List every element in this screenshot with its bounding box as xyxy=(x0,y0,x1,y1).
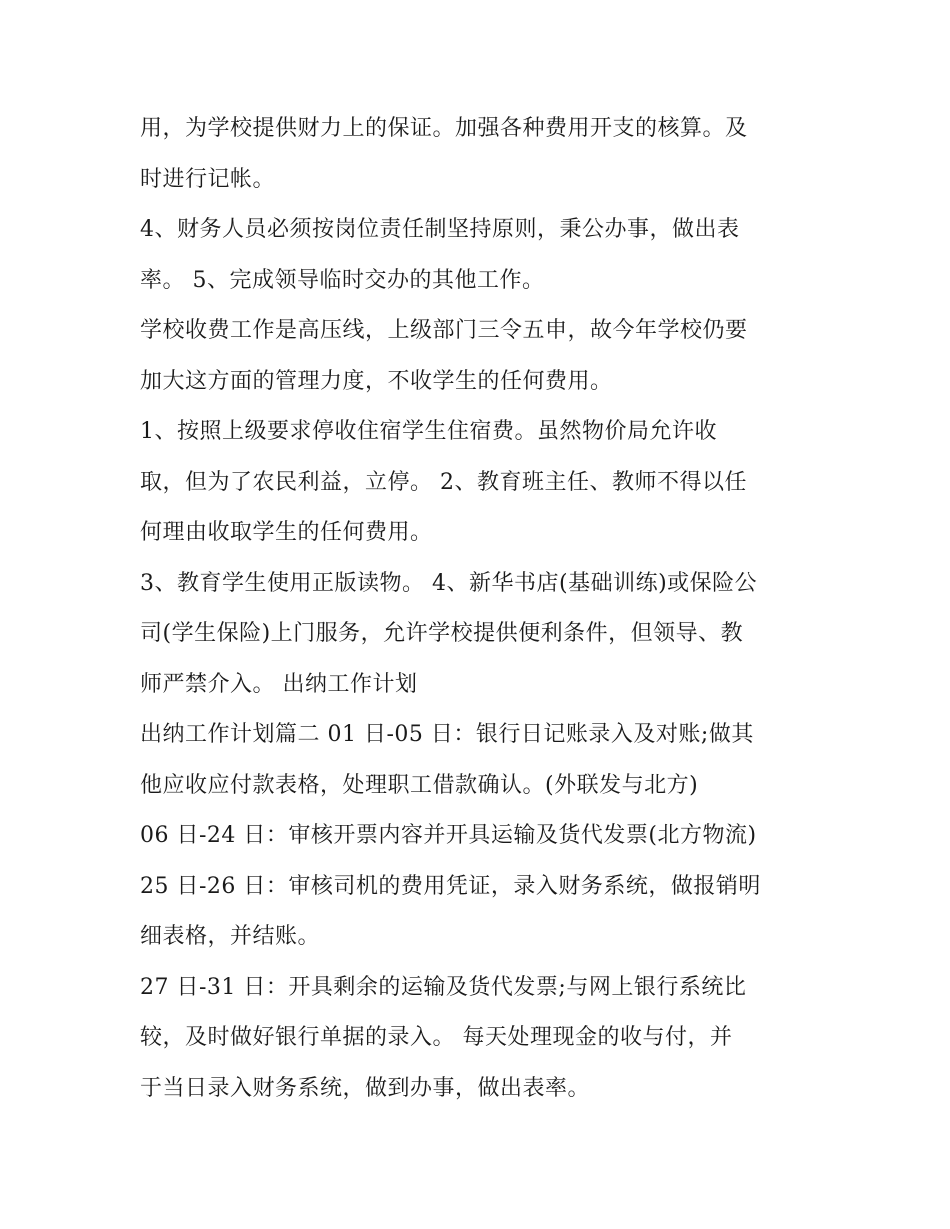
text-line: 加大这方面的管理力度，不收学生的任何费用。 xyxy=(140,368,613,394)
text-line: 于当日录入财务系统，做到办事，做出表率。 xyxy=(140,1075,591,1101)
text-line: 27 日-31 日：开具剩余的运输及货代发票;与网上银行系统比 xyxy=(140,974,747,1000)
text-line: 25 日-26 日：审核司机的费用凭证，录入财务系统，做报销明 xyxy=(140,873,761,899)
text-line: 1、按照上级要求停收住宿学生住宿费。虽然物价局允许收 xyxy=(140,419,717,444)
text-line: 06 日-24 日：审核开票内容并开具运输及货代发票(北方物流) xyxy=(140,823,757,848)
text-line: 3、教育学生使用正版读物。 4、新华书店(基础训练)或保险公 xyxy=(140,570,758,596)
text-line: 率。 5、完成领导临时交办的其他工作。 xyxy=(140,267,545,293)
text-line: 较，及时做好银行单据的录入。 每天处理现金的收与付，并 xyxy=(140,1025,733,1050)
text-line: 司(学生保险)上门服务，允许学校提供便利条件，但领导、教 xyxy=(140,621,744,646)
text-line: 学校收费工作是高压线，上级部门三令五申，故今年学校仍要 xyxy=(140,318,748,343)
text-line: 师严禁介入。 出纳工作计划 xyxy=(140,671,418,697)
document-body xyxy=(140,104,830,1114)
text-line: 取，但为了农民利益，立停。 2、教育班主任、教师不得以任 xyxy=(140,469,747,495)
text-line: 时进行记帐。 xyxy=(140,166,276,192)
text-line: 何理由收取学生的任何费用。 xyxy=(140,520,433,545)
text-line: 出纳工作计划篇二 01 日-05 日：银行日记账录入及对账;做其 xyxy=(140,722,754,747)
text-line: 用，为学校提供财力上的保证。加强各种费用开支的核算。及 xyxy=(140,116,748,141)
text-line: 他应收应付款表格，处理职工借款确认。(外联发与北方) xyxy=(140,772,699,798)
text-line: 细表格，并结账。 xyxy=(140,924,321,949)
text-line: 4、财务人员必须按岗位责任制坚持原则，秉公办事，做出表 xyxy=(140,217,740,242)
